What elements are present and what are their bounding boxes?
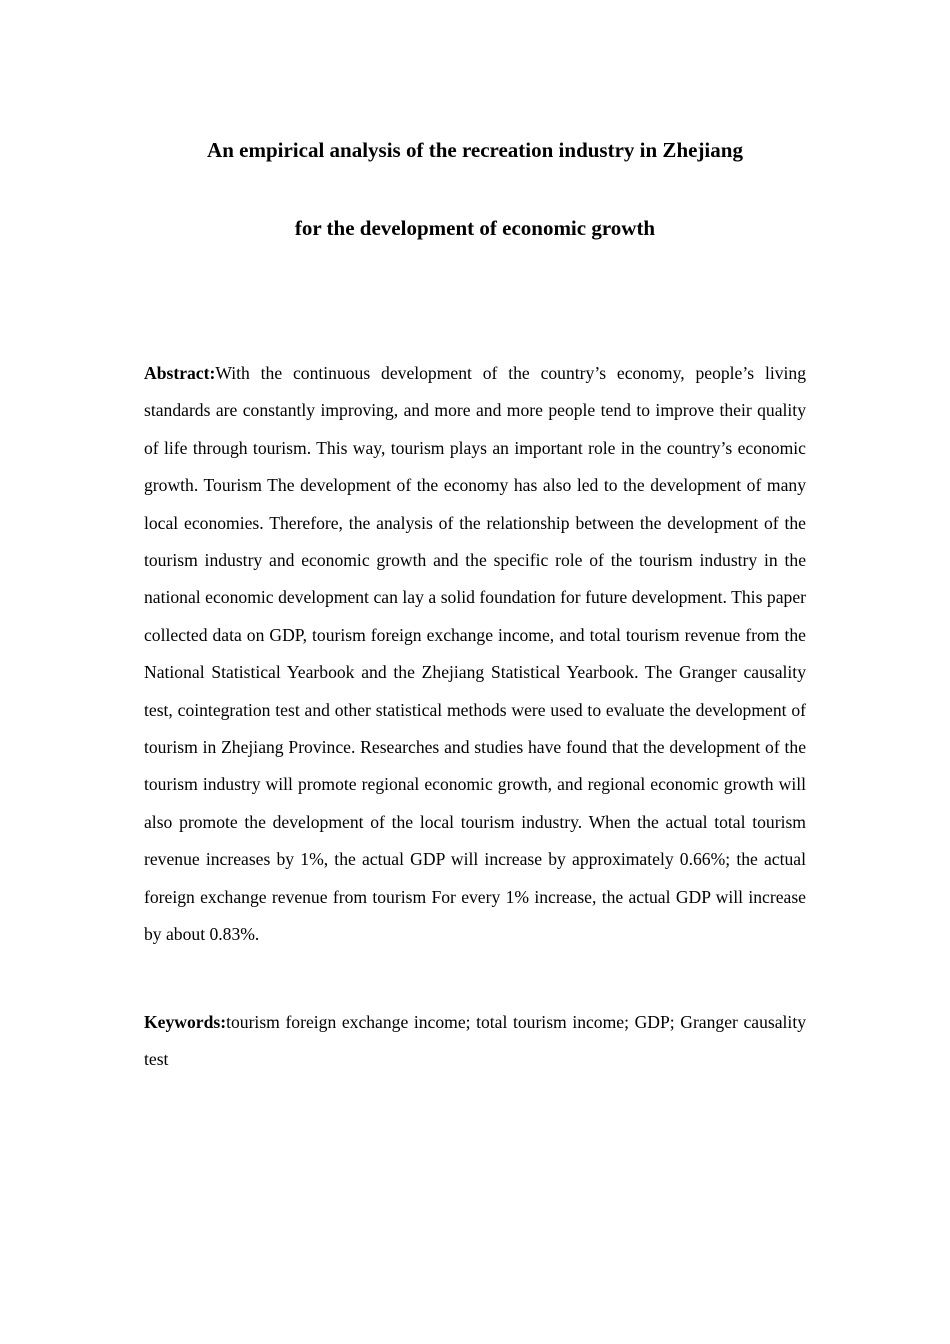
keywords-text: tourism foreign exchange income; total tourism income; GDP; Granger causality test — [144, 1012, 806, 1070]
keywords-label: Keywords: — [144, 1012, 227, 1032]
abstract-text: With the continuous development of the country’s economy, people’s living standards are constantly improving, and more and more people tend to improve their quality of life through tourism. This way, tourism plays an important role in the country’s economic growth. Tourism The development of the economy has also led to the development of many local economies. Therefore, the analysis of the relationship between the development of the tourism industry and economic growth and the specific role of the tourism industry in the national economic development can lay a solid foundation for future development. This paper collected data on GDP, tourism foreign exchange income, and total tourism revenue from the National Statistical Yearbook and the Zhejiang Statistical Yearbook. The Granger causality test, cointegration test and other statistical methods were used to evaluate the development of tourism in Zhejiang Province. Researches and studies have found that the development of the tourism industry will promote regional economic growth, and regional economic growth will also promote the development of the local tourism industry. When the actual total tourism revenue increases by 1%, the actual GDP will increase by approximately 0.66%; the actual foreign exchange revenue from tourism For every 1% increase, the actual GDP will increase by about 0.83%. — [144, 363, 806, 945]
abstract-paragraph — [144, 355, 806, 954]
abstract-label: Abstract: — [144, 363, 216, 383]
paper-title-line-2: for the development of economic growth — [294, 216, 656, 240]
keywords-paragraph — [144, 1004, 806, 1079]
paper-title-line-1: An empirical analysis of the recreation industry in Zhejiang — [207, 138, 743, 162]
